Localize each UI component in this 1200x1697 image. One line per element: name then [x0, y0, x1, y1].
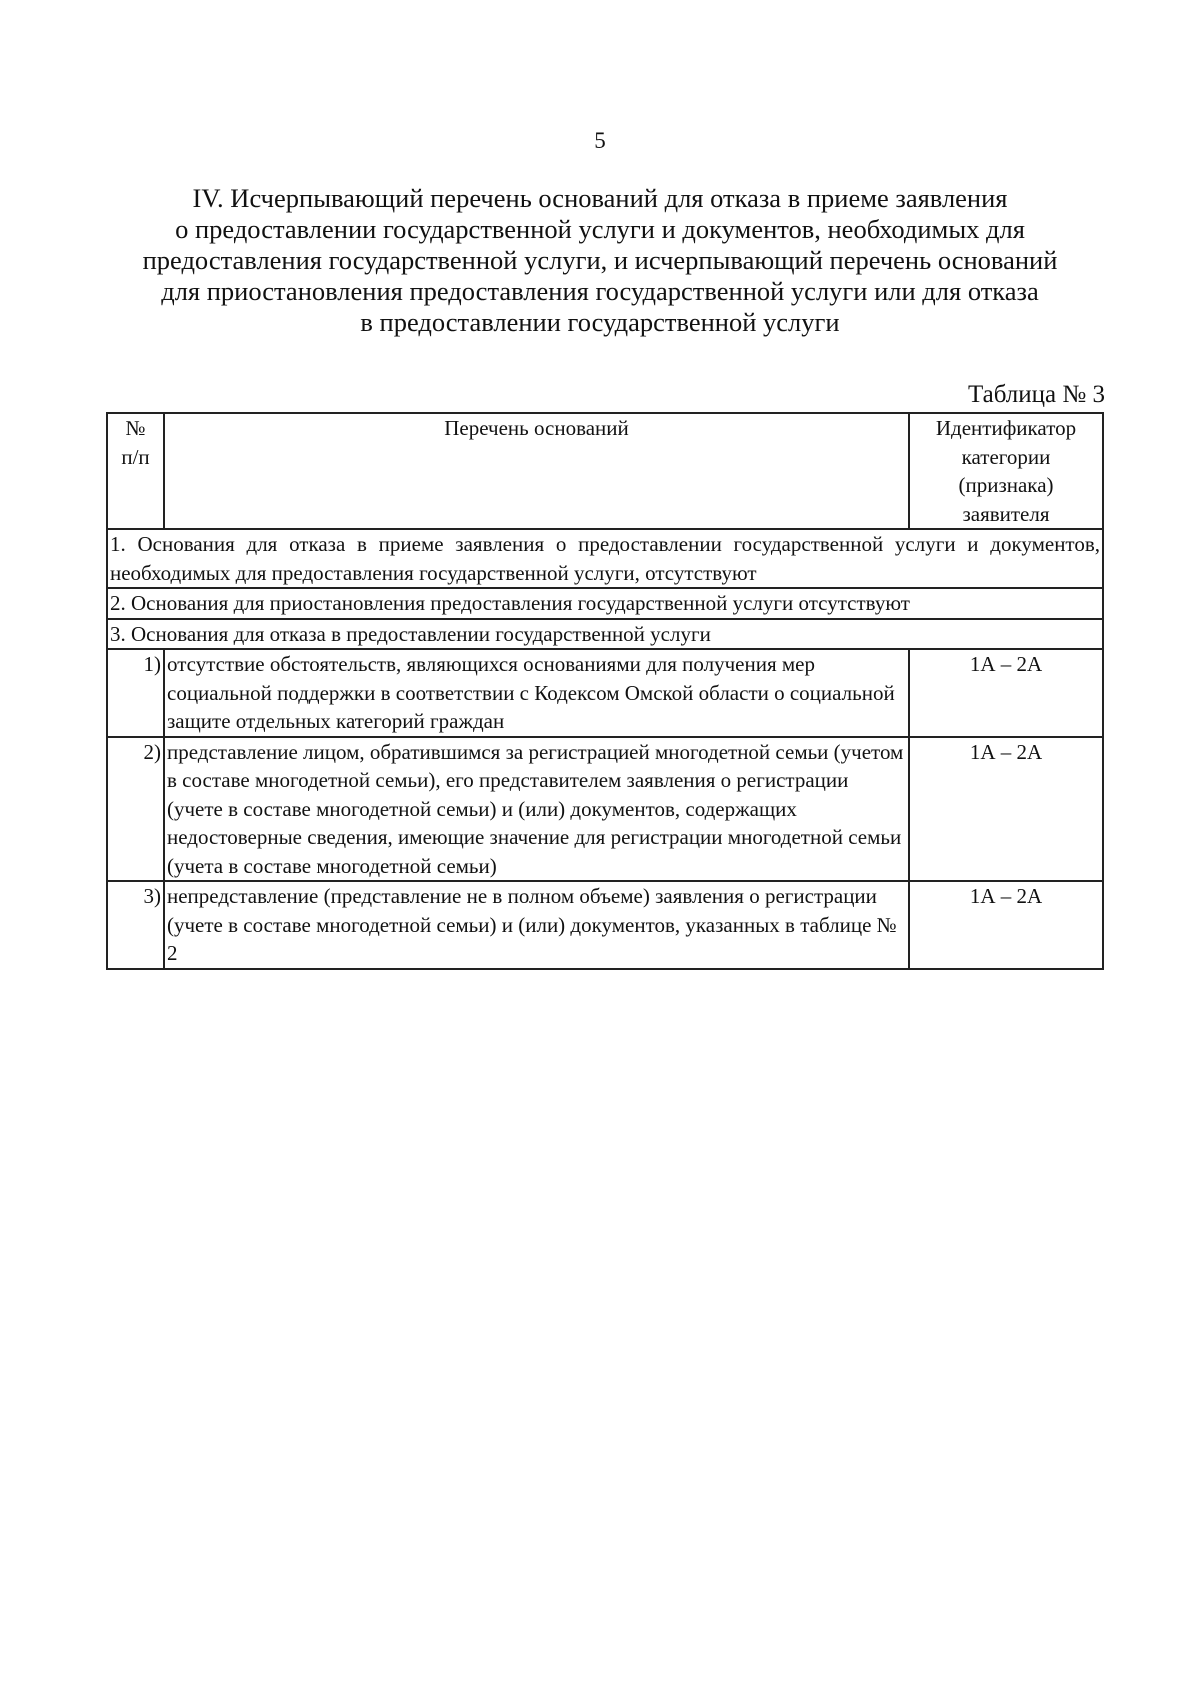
- table-row: [107, 649, 1103, 737]
- section-title-line: для приостановления предоставления государственной услуги или для отказа: [161, 276, 1039, 306]
- item-text: непредставление (представление не в полном объеме) заявления о регистрации (учете в составе многодетной семьи) и (или) документов, указанных в таблице № 2: [164, 881, 909, 969]
- header-number-line: №: [125, 416, 146, 440]
- table-row: [107, 881, 1103, 969]
- table-header-row: [107, 413, 1103, 529]
- section-heading-1: 1. Основания для отказа в приеме заявления о предоставлении государственной услуги и документов, необходимых для предоставления государственной услуги, отсутствуют: [107, 529, 1103, 588]
- item-number: 3): [107, 881, 164, 969]
- table-row: [107, 619, 1103, 650]
- page-number: 5: [594, 128, 606, 153]
- table-row: [107, 737, 1103, 882]
- header-identifier: [909, 413, 1103, 529]
- header-number-line: п/п: [121, 444, 150, 469]
- item-number: 2): [107, 737, 164, 882]
- item-identifier: 1А – 2А: [909, 881, 1103, 969]
- grounds-table: [106, 412, 1104, 970]
- table-row: [107, 529, 1103, 588]
- header-grounds: Перечень оснований: [164, 413, 909, 529]
- section-heading-2: 2. Основания для приостановления предоставления государственной услуги отсутствуют: [107, 588, 1103, 619]
- header-identifier-line: Идентификатор: [935, 416, 1077, 440]
- section-heading-3: 3. Основания для отказа в предоставлении государственной услуги: [107, 619, 1103, 650]
- section-title: [100, 183, 1100, 338]
- header-identifier-line: заявителя: [962, 501, 1050, 526]
- item-number: 1): [107, 649, 164, 737]
- section-title-line: предоставления государственной услуги, и исчерпывающий перечень оснований: [142, 245, 1058, 275]
- section-title-line: IV. Исчерпывающий перечень оснований для отказа в приеме заявления: [192, 183, 1008, 213]
- item-identifier: 1А – 2А: [909, 737, 1103, 882]
- table-caption: Таблица № 3: [967, 381, 1105, 408]
- item-text: представление лицом, обратившимся за регистрацией многодетной семьи (учетом в составе многодетной семьи), его представителем заявления о регистрации (учете в составе многодетной семьи) и (или) документов, содержащих недостоверные сведения, имеющие значение для регистрации многодетной семьи (учета в составе многодетной семьи): [164, 737, 909, 882]
- section-title-line: в предоставлении государственной услуги: [360, 307, 840, 337]
- item-identifier: 1А – 2А: [909, 649, 1103, 737]
- section-title-line: о предоставлении государственной услуги и документов, необходимых для: [175, 214, 1025, 244]
- header-identifier-line: категории: [961, 444, 1051, 469]
- item-text: отсутствие обстоятельств, являющихся основаниями для получения мер социальной поддержки в соответствии с Кодексом Омской области о социальной защите отдельных категорий граждан: [164, 649, 909, 737]
- table-row: [107, 588, 1103, 619]
- header-number: [107, 413, 164, 529]
- header-identifier-line: (признака): [958, 473, 1054, 497]
